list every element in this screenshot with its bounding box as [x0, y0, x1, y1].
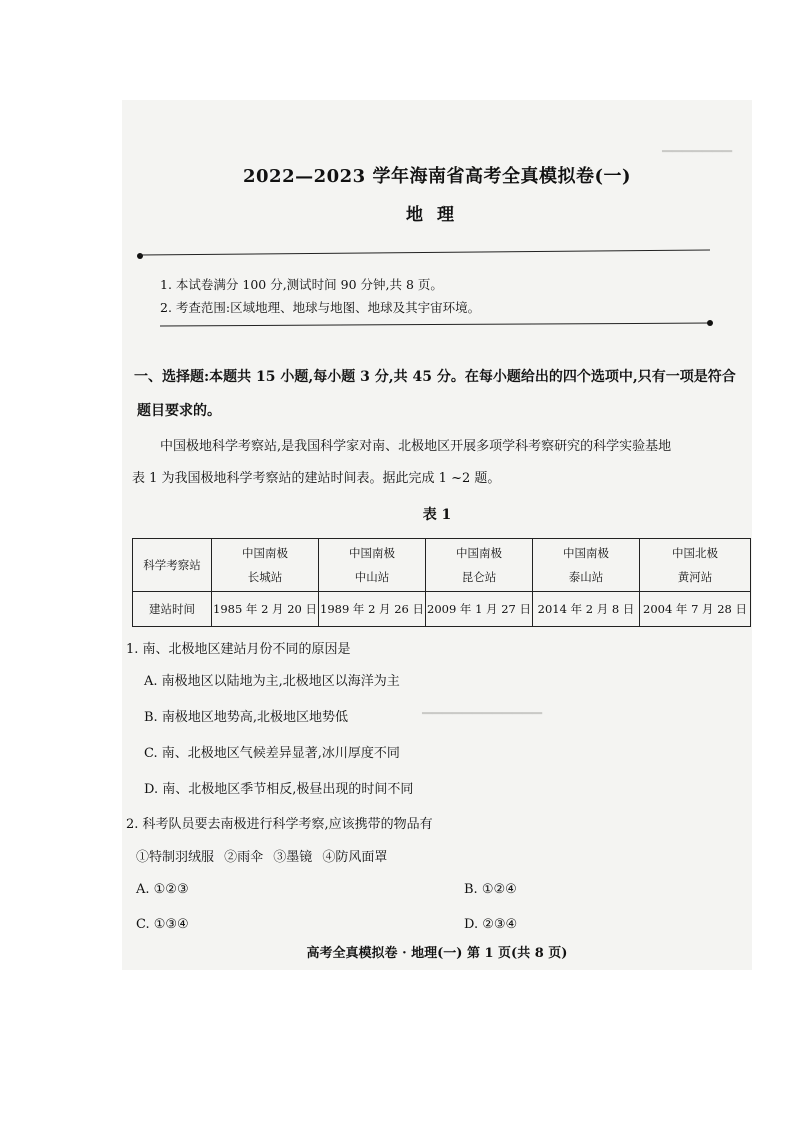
- station-table: [132, 538, 751, 627]
- row-header-date: 建站时间: [133, 592, 212, 627]
- date-cell: 2009 年 1 月 27 日: [426, 592, 533, 627]
- question-2-option-a: A. ①②③: [136, 882, 189, 897]
- page-footer: 高考全真模拟卷 · 地理(一) 第 1 页(共 8 页): [306, 946, 568, 961]
- exam-title: 2022—2023 学年海南省高考全真模拟卷(一): [243, 166, 631, 187]
- date-cell: 1989 年 2 月 26 日: [319, 592, 426, 627]
- station-cell: 中国南极 中山站: [319, 539, 426, 592]
- date-cell: 2014 年 2 月 8 日: [533, 592, 640, 627]
- station-cell: 中国南极 泰山站: [533, 539, 640, 592]
- table-caption: 表 1: [422, 507, 452, 523]
- question-1-option-a: A. 南极地区以陆地为主,北极地区以海洋为主: [144, 674, 400, 689]
- section-heading: 一、选择题:本题共 15 小题,每小题 3 分,共 45 分。在每小题给出的四个选项中,只有一项是符合: [134, 369, 736, 385]
- bleed-through-decoration: ▁▁▁▁▁▁▁▁▁▁▁▁: [422, 700, 542, 715]
- row-header-station: 科学考察站: [133, 539, 212, 592]
- station-cell: 中国北极 黄河站: [640, 539, 751, 592]
- bottom-rule: [160, 323, 710, 327]
- question-1-stem: 1. 南、北极地区建站月份不同的原因是: [126, 642, 351, 657]
- exam-page: [122, 100, 752, 970]
- table-row: [133, 592, 751, 627]
- subject-title: 地理: [406, 205, 468, 225]
- question-2-stem: 2. 科考队员要去南极进行科学考察,应该携带的物品有: [126, 817, 433, 832]
- question-2-option-c: C. ①③④: [136, 917, 189, 932]
- rule-dot-right: [707, 320, 713, 326]
- bleed-through-decoration: ▁▁▁▁▁▁▁: [662, 138, 732, 153]
- table-row: [133, 539, 751, 592]
- station-cell: 中国南极 长城站: [212, 539, 319, 592]
- note-line-1: 1. 本试卷满分 100 分,测试时间 90 分钟,共 8 页。: [160, 277, 443, 292]
- date-cell: 1985 年 2 月 20 日: [212, 592, 319, 627]
- question-2-items: ①特制羽绒服 ②雨伞 ③墨镜 ④防风面罩: [136, 850, 388, 865]
- date-cell: 2004 年 7 月 28 日: [640, 592, 751, 627]
- station-cell: 中国南极 昆仑站: [426, 539, 533, 592]
- intro-line-1: 中国极地科学考察站,是我国科学家对南、北极地区开展多项学科考察研究的科学实验基地: [160, 439, 672, 454]
- question-1-option-b: B. 南极地区地势高,北极地区地势低: [144, 710, 348, 725]
- question-2-option-b: B. ①②④: [464, 882, 517, 897]
- question-1-option-d: D. 南、北极地区季节相反,极昼出现的时间不同: [144, 782, 414, 797]
- question-2-option-d: D. ②③④: [464, 917, 518, 932]
- question-1-option-c: C. 南、北极地区气候差异显著,冰川厚度不同: [144, 746, 400, 761]
- top-rule: [140, 250, 710, 256]
- section-heading-cont: 题目要求的。: [137, 403, 221, 419]
- intro-line-2: 表 1 为我国极地科学考察站的建站时间表。据此完成 1 ~2 题。: [132, 471, 501, 486]
- note-line-2: 2. 考查范围:区域地理、地球与地图、地球及其宇宙环境。: [160, 300, 481, 315]
